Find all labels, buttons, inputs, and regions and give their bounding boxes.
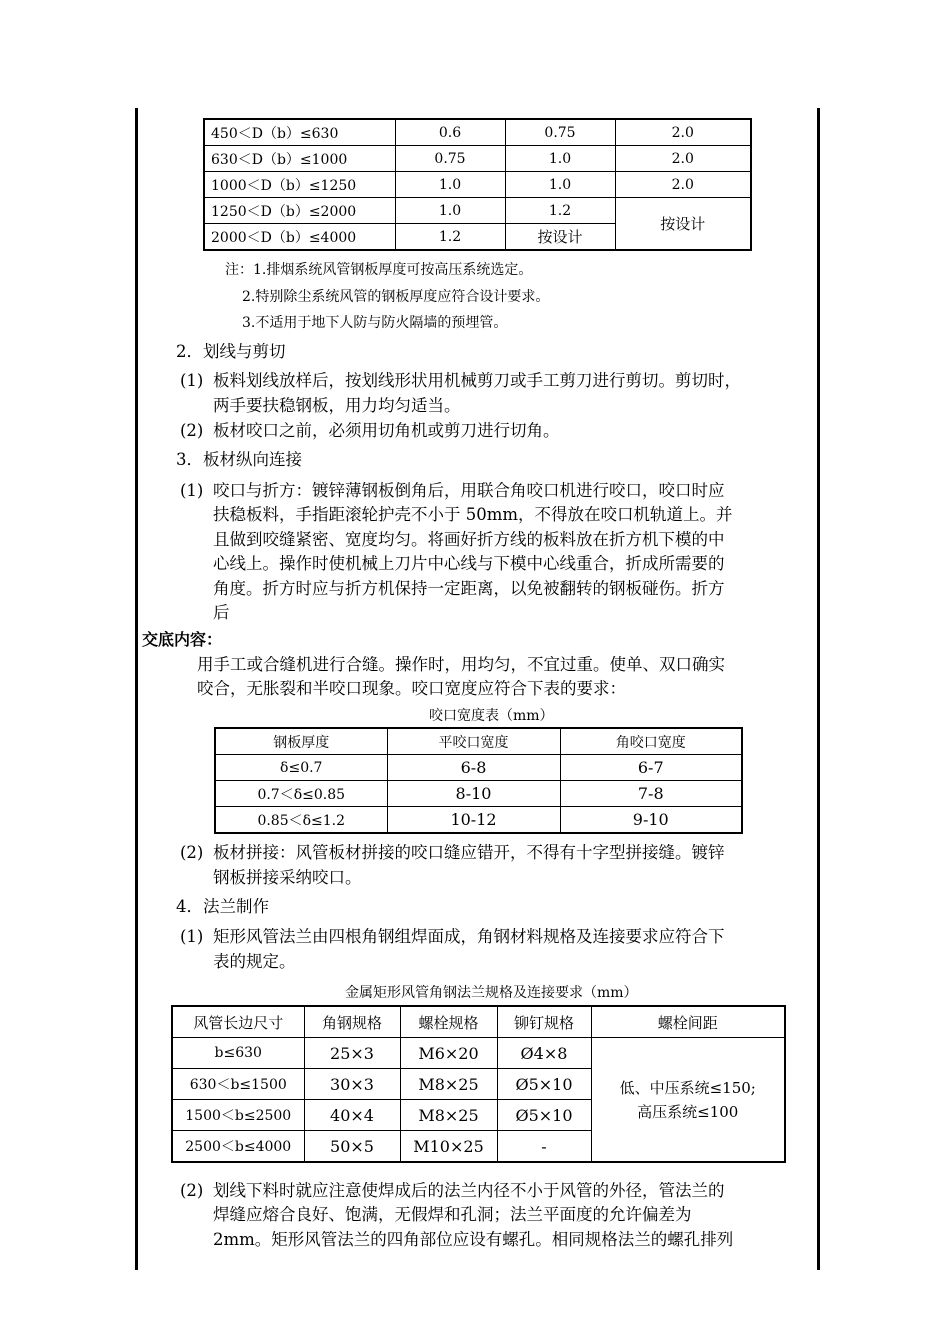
table-cell: 2.0 [615, 172, 751, 198]
paragraph-line: 划线下料时就应注意使焊成后的法兰内径不小于风管的外径，管法兰的 [213, 1181, 725, 1200]
bolt-spacing-cell [591, 1038, 785, 1163]
table-cell: Ø5×10 [497, 1069, 591, 1100]
bolt-spacing-line: 低、中压系统≤150; [619, 1078, 756, 1097]
section-heading: 3．板材纵向连接 [176, 450, 302, 469]
flange-spec-table [171, 1005, 786, 1163]
table-row [172, 1038, 785, 1069]
table-cell-merged: 按设计 [615, 198, 751, 251]
left-border-line [135, 108, 138, 1270]
table-cell: 8-10 [387, 781, 560, 807]
paragraph-line: 后 [213, 603, 230, 622]
right-border-line [817, 108, 820, 1270]
section-heading: 4．法兰制作 [176, 897, 269, 916]
paragraph-line: 两手要扶稳钢板，用力均匀适当。 [213, 396, 461, 415]
table-header-cell: 钢板厚度 [215, 728, 387, 755]
table-cell: 50×5 [304, 1131, 400, 1163]
table-cell: 2000＜D（b）≤4000 [204, 224, 395, 251]
table-cell: 9-10 [560, 807, 742, 834]
table-cell: 1.0 [505, 146, 615, 172]
list-number: (1) [180, 481, 204, 500]
table-cell: 0.6 [395, 119, 505, 146]
table-cell: 按设计 [505, 224, 615, 251]
table-caption: 金属矩形风管角钢法兰规格及连接要求（mm） [345, 985, 638, 1001]
table-cell: 0.85＜δ≤1.2 [215, 807, 387, 834]
table-cell: Ø4×8 [497, 1038, 591, 1069]
bolt-spacing-line: 高压系统≤100 [637, 1102, 739, 1121]
paragraph-line: 矩形风管法兰由四根角钢组焊面成，角钢材料规格及连接要求应符合下 [213, 927, 725, 946]
paragraph-line: 且做到咬缝紧密、宽度均匀。将画好折方线的板料放在折方机下模的中 [213, 530, 725, 549]
section-heading: 2．划线与剪切 [176, 342, 286, 361]
table-row [215, 755, 742, 781]
table-row [204, 119, 751, 146]
paragraph-line: 用手工或合缝机进行合缝。操作时，用均匀，不宜过重。使单、双口确实 [197, 655, 725, 674]
seam-width-table [214, 727, 743, 834]
paragraph-line: 咬口与折方：镀锌薄钢板倒角后，用联合角咬口机进行咬口，咬口时应 [213, 481, 725, 500]
table-cell: δ≤0.7 [215, 755, 387, 781]
table-note-3: 3.不适用于地下人防与防火隔墙的预埋管。 [242, 315, 508, 331]
table-cell: M6×20 [400, 1038, 497, 1069]
table-header-cell: 风管长边尺寸 [172, 1006, 304, 1038]
table-cell: 630＜D（b）≤1000 [204, 146, 395, 172]
paragraph-line: 焊缝应熔合良好、饱满，无假焊和孔洞；法兰平面度的允许偏差为 [213, 1205, 692, 1224]
list-number: (2) [180, 1181, 204, 1200]
table-cell: 1.0 [505, 172, 615, 198]
table-cell: b≤630 [172, 1038, 304, 1069]
table-note-1: 注：1.排烟系统风管钢板厚度可按高压系统选定。 [225, 262, 533, 278]
table-cell: 0.7＜δ≤0.85 [215, 781, 387, 807]
paragraph-line: 扶稳板料，手指距滚轮护壳不小于 50mm，不得放在咬口机轨道上。并 [213, 505, 733, 524]
table-row [204, 198, 751, 224]
table-cell: 0.75 [505, 119, 615, 146]
list-number: (1) [180, 927, 204, 946]
section-label: 交底内容： [142, 630, 223, 649]
paragraph-line: 2mm。矩形风管法兰的四角部位应设有螺孔。相同规格法兰的螺孔排列 [213, 1230, 734, 1249]
table-cell: Ø5×10 [497, 1100, 591, 1131]
table-row [204, 146, 751, 172]
table-cell: 1.0 [395, 198, 505, 224]
table-header-cell: 螺栓规格 [400, 1006, 497, 1038]
table-cell: 30×3 [304, 1069, 400, 1100]
table-cell: 6-8 [387, 755, 560, 781]
list-number: (2) [180, 421, 204, 440]
paragraph-line: 咬合，无胀裂和半咬口现象。咬口宽度应符合下表的要求： [197, 679, 626, 698]
paragraph-line: 钢板拼接采纳咬口。 [213, 868, 362, 887]
paragraph-line: 板料划线放样后，按划线形状用机械剪刀或手工剪刀进行剪切。剪切时， [213, 371, 741, 390]
table-note-2: 2.特别除尘系统风管的钢板厚度应符合设计要求。 [242, 289, 550, 305]
table-cell: 1500＜b≤2500 [172, 1100, 304, 1131]
table-cell: 2.0 [615, 146, 751, 172]
table-cell: 1250＜D（b）≤2000 [204, 198, 395, 224]
table-header-row [172, 1006, 785, 1038]
table-row [215, 807, 742, 834]
table-header-row [215, 728, 742, 755]
table-cell: 7-8 [560, 781, 742, 807]
table-cell: 6-7 [560, 755, 742, 781]
table-cell: 10-12 [387, 807, 560, 834]
table-cell: 1.2 [505, 198, 615, 224]
table-cell: - [497, 1131, 591, 1163]
table-header-cell: 螺栓间距 [591, 1006, 785, 1038]
table-cell: 40×4 [304, 1100, 400, 1131]
table-cell: 1.2 [395, 224, 505, 251]
table-cell: 1000＜D（b）≤1250 [204, 172, 395, 198]
table-cell: 450＜D（b）≤630 [204, 119, 395, 146]
paragraph-line: 表的规定。 [213, 952, 296, 971]
table-header-cell: 角咬口宽度 [560, 728, 742, 755]
table-cell: 0.75 [395, 146, 505, 172]
paragraph-line: 角度。折方时应与折方机保持一定距离，以免被翻转的钢板碰伤。折方 [213, 579, 725, 598]
thickness-table [203, 118, 752, 251]
list-number: (1) [180, 371, 204, 390]
table-header-cell: 角钢规格 [304, 1006, 400, 1038]
table-cell: 1.0 [395, 172, 505, 198]
table-cell: 2.0 [615, 119, 751, 146]
paragraph-line: 心线上。操作时使机械上刀片中心线与下模中心线重合，折成所需要的 [213, 554, 725, 573]
table-cell: M8×25 [400, 1100, 497, 1131]
table-header-cell: 平咬口宽度 [387, 728, 560, 755]
paragraph-line: 板材咬口之前，必须用切角机或剪刀进行切角。 [213, 421, 560, 440]
table-cell: 2500＜b≤4000 [172, 1131, 304, 1163]
table-row [204, 172, 751, 198]
table-cell: M8×25 [400, 1069, 497, 1100]
table-cell: 25×3 [304, 1038, 400, 1069]
table-cell: 630＜b≤1500 [172, 1069, 304, 1100]
paragraph-line: 板材拼接：风管板材拼接的咬口缝应错开，不得有十字型拼接缝。镀锌 [213, 843, 725, 862]
table-row [215, 781, 742, 807]
table-caption: 咬口宽度表（mm） [429, 708, 554, 724]
table-cell: M10×25 [400, 1131, 497, 1163]
table-header-cell: 铆钉规格 [497, 1006, 591, 1038]
list-number: (2) [180, 843, 204, 862]
